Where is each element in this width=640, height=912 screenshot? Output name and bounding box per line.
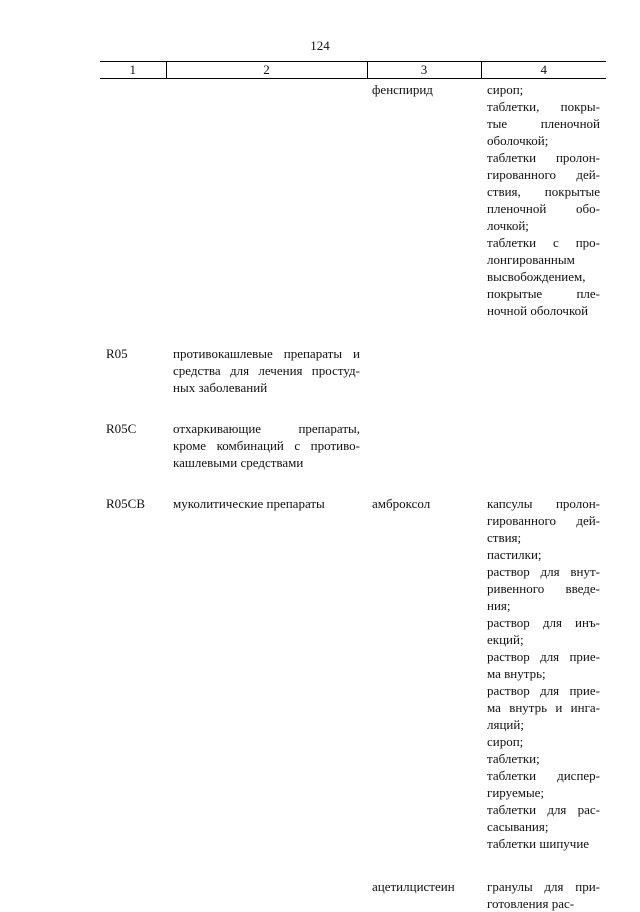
- dosage-form-line: ляций;: [487, 716, 600, 733]
- column-header-4: 4: [481, 62, 606, 79]
- group-name-cell: муколитические препараты: [166, 471, 367, 852]
- dosage-forms-cell: [481, 396, 606, 471]
- dosage-forms-cell: [481, 852, 606, 912]
- dosage-form-line: ствия, покрытые: [487, 183, 600, 200]
- dosage-form-line: лонгированным: [487, 251, 600, 268]
- atc-code-cell: R05C: [100, 396, 166, 471]
- dosage-form-line: оболочкой;: [487, 132, 600, 149]
- drug-table: [100, 61, 606, 912]
- dosage-form-line: лочкой;: [487, 217, 600, 234]
- dosage-form-line: гранулы для при-: [487, 878, 600, 895]
- atc-code-cell: R05: [100, 319, 166, 396]
- dosage-form-line: высвобождением,: [487, 268, 600, 285]
- table-row: [100, 79, 606, 320]
- dosage-form-line: раствор для прие-: [487, 648, 600, 665]
- column-header-2: 2: [166, 62, 367, 79]
- dosage-form-line: таблетки шипучие: [487, 835, 600, 852]
- dosage-form-line: пастилки;: [487, 546, 600, 563]
- table-row: [100, 319, 606, 396]
- dosage-form-line: ривенного введе-: [487, 580, 600, 597]
- dosage-form-line: таблетки для рас-: [487, 801, 600, 818]
- table-row: [100, 396, 606, 471]
- substance-cell: амброксол: [367, 471, 481, 852]
- dosage-form-line: капсулы пролон-: [487, 495, 600, 512]
- dosage-form-line: тые пленочной: [487, 115, 600, 132]
- dosage-form-line: готовления рас-: [487, 895, 600, 912]
- table-row: [100, 852, 606, 912]
- dosage-form-line: таблетки с про-: [487, 234, 600, 251]
- dosage-forms-cell: [481, 471, 606, 852]
- atc-code-cell: [100, 79, 166, 320]
- dosage-form-line: таблетки пролон-: [487, 149, 600, 166]
- table-body: [100, 79, 606, 912]
- page-number: 124: [0, 38, 640, 54]
- dosage-form-line: таблетки диспер-: [487, 767, 600, 784]
- dosage-forms-cell: [481, 319, 606, 396]
- column-header-1: 1: [100, 62, 166, 79]
- dosage-form-line: пленочной обо-: [487, 200, 600, 217]
- dosage-form-line: гированного дей-: [487, 512, 600, 529]
- dosage-form-line: гированного дей-: [487, 166, 600, 183]
- dosage-form-line: таблетки, покры-: [487, 98, 600, 115]
- dosage-form-line: раствор для внут-: [487, 563, 600, 580]
- column-header-3: 3: [367, 62, 481, 79]
- group-name-cell: [166, 852, 367, 912]
- substance-cell: [367, 319, 481, 396]
- dosage-form-line: гируемые;: [487, 784, 600, 801]
- dosage-form-line: ночной оболочкой: [487, 302, 600, 319]
- dosage-form-line: сироп;: [487, 81, 600, 98]
- dosage-form-line: покрытые пле-: [487, 285, 600, 302]
- dosage-form-line: ма внутрь и инга-: [487, 699, 600, 716]
- header-row: [100, 62, 606, 79]
- substance-cell: ацетилцистеин: [367, 852, 481, 912]
- dosage-form-line: раствор для инъ-: [487, 614, 600, 631]
- atc-code-cell: R05CB: [100, 471, 166, 852]
- group-name-cell: противокашлевые препараты и средства для лечения простуд-ных заболеваний: [166, 319, 367, 396]
- dosage-form-line: таблетки;: [487, 750, 600, 767]
- dosage-form-line: сасывания;: [487, 818, 600, 835]
- dosage-form-line: ма внутрь;: [487, 665, 600, 682]
- dosage-form-line: сироп;: [487, 733, 600, 750]
- dosage-form-line: ствия;: [487, 529, 600, 546]
- atc-code-cell: [100, 852, 166, 912]
- dosage-form-line: раствор для прие-: [487, 682, 600, 699]
- substance-cell: фенспирид: [367, 79, 481, 320]
- substance-cell: [367, 396, 481, 471]
- group-name-cell: отхаркивающие препараты, кроме комбинаций с противо-кашлевыми средствами: [166, 396, 367, 471]
- dosage-form-line: екций;: [487, 631, 600, 648]
- dosage-forms-cell: [481, 79, 606, 320]
- table-row: [100, 471, 606, 852]
- dosage-form-line: ния;: [487, 597, 600, 614]
- group-name-cell: [166, 79, 367, 320]
